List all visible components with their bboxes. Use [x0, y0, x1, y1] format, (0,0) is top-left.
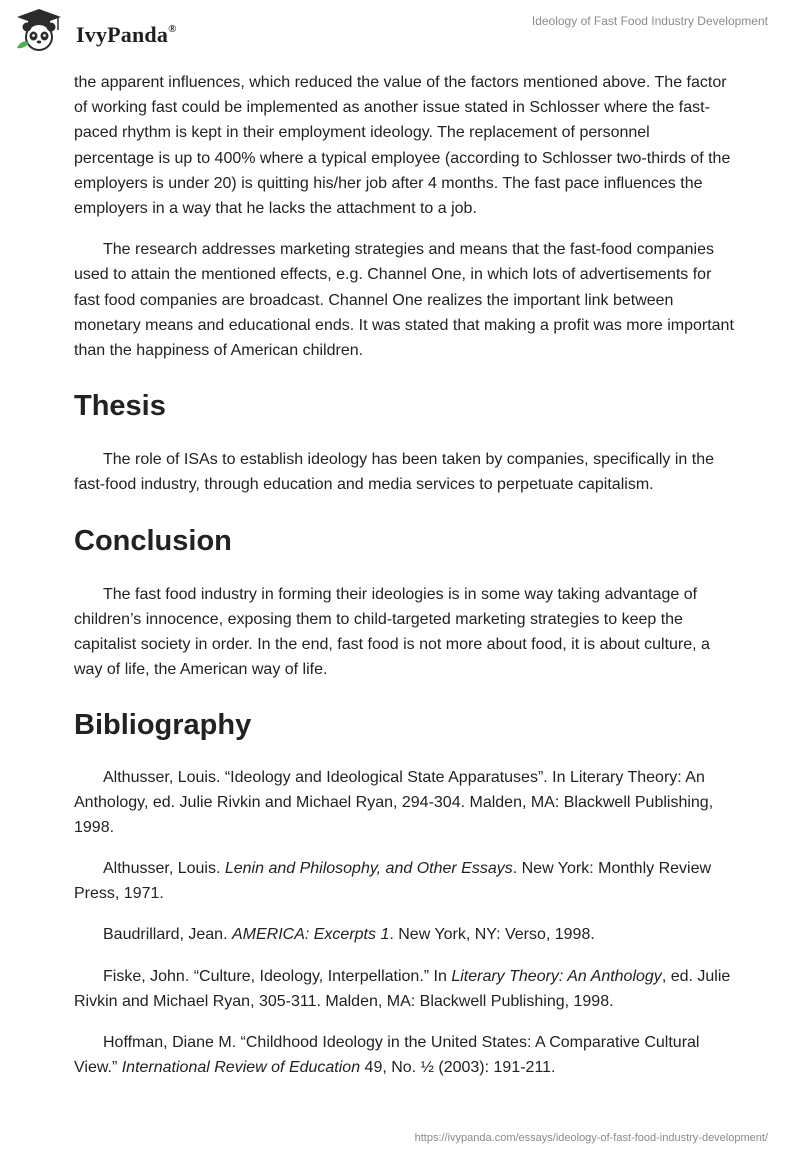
bibliography-entry: Hoffman, Diane M. “Childhood Ideology in the United States: A Comparative Cultural View.” International Review of Education 49, No. ½ (2003): 191-211.: [74, 1034, 700, 1076]
essay-content: [74, 70, 734, 1080]
document-title: Ideology of Fast Food Industry Development: [531, 14, 768, 28]
body-paragraph: The research addresses marketing strategies and means that the fast-food companies used to attain the mentioned effects, e.g. Channel One, in which lots of advertisements for fast food companies are broadcast. Channel One realizes the important link between monetary means and educational ends. It was stated that making a profit was more important than the happiness of American children.: [74, 241, 734, 360]
thesis-heading: Thesis: [74, 390, 166, 423]
bibliography-list: [74, 766, 734, 1080]
bibliography-heading: Bibliography: [74, 709, 252, 742]
ivypanda-logo[interactable]: [14, 8, 214, 58]
bibliography-entry: Baudrillard, Jean. AMERICA: Excerpts 1. New York, NY: Verso, 1998.: [103, 926, 595, 944]
body-paragraph: the apparent influences, which reduced the value of the factors mentioned above. The factor of working fast could be implemented as another issue stated in Schlosser where the fast-paced rhythm is kept in their employment ideology. The replacement of personnel percentage is up to 400% where a typical employee (according to Schlosser two-thirds of the employers is under 20) is quitting his/her job after 4 months. The fast pace influences the employers in a way that he lacks the attachment to a job.: [74, 74, 731, 218]
conclusion-paragraph: The fast food industry in forming their ideologies is in some way taking advantage of children’s innocence, exposing them to child-targeted marketing strategies to keep the capitalist society in order. In the end, fast food is not more about food, it is about culture, a way of life, the American way of life.: [74, 585, 710, 679]
conclusion-heading: Conclusion: [74, 524, 232, 557]
bibliography-entry: Fiske, John. “Culture, Ideology, Interpellation.” In Literary Theory: An Anthology, ed. Julie Rivkin and Michael Ryan, 305-311. Malden, MA: Blackwell Publishing, 1998.: [74, 968, 731, 1010]
source-url-link[interactable]: https://ivypanda.com/essays/ideology-of-fast-food-industry-development/: [414, 1132, 768, 1144]
thesis-paragraph: The role of ISAs to establish ideology has been taken by companies, specifically in the fast-food industry, through education and media services to perpetuate capitalism.: [74, 451, 715, 494]
brand-name: IvyPanda®: [76, 22, 177, 47]
page-header: [0, 0, 800, 60]
panda-graduate-icon: [14, 8, 64, 52]
bibliography-entry: Althusser, Louis. “Ideology and Ideological State Apparatuses”. In Literary Theory: An Anthology, ed. Julie Rivkin and Michael Ryan, 294-304. Malden, MA: Blackwell Publishing, 1998.: [74, 769, 714, 836]
bibliography-entry: Althusser, Louis. Lenin and Philosophy, and Other Essays. New York: Monthly Review Press, 1971.: [74, 860, 712, 902]
